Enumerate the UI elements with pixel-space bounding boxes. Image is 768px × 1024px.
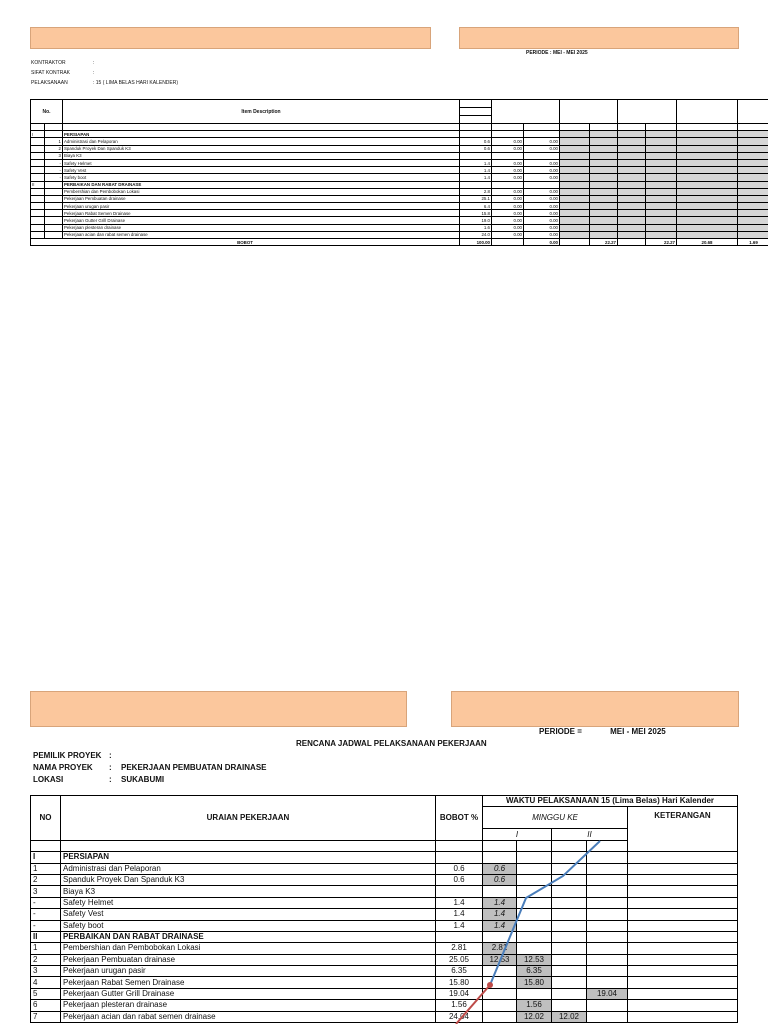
row-description: Pekerjaan plesteran drainase [63,224,460,231]
row-description: Safety Helmet [63,159,460,166]
row-bobot: 1.56 [436,1000,483,1011]
row-value: 0.00 [524,145,560,152]
row-bobot: 24.04 [436,1011,483,1022]
col-no-header: No. [31,100,63,124]
week-cell: 19.04 [587,988,628,999]
schedule-title: RENCANA JADWAL PELAKSANAAN PEKERJAAN [296,739,487,748]
row-no: 3 [31,966,61,977]
total-label: BOBOT [31,239,460,246]
row-description: Pekerjaan urugan pasir [63,203,460,210]
info-label: KONTRAKTOR [31,60,66,66]
total-bobot: 100.00 [460,239,492,246]
row-bobot: 0.6 [436,874,483,885]
row-bobot: 15.8 [460,210,492,217]
row-no: 3 [31,886,61,897]
info-sep: : [109,751,112,760]
row-value: 0.00 [524,203,560,210]
row-description: PERBAIKAN DAN RABAT DRAINASE [61,931,436,942]
row-no: - [31,909,61,920]
row-no: 2 [31,874,61,885]
info-value: PEKERJAAN PEMBUATAN DRAINASE [121,763,267,772]
row-description: Pekerjaan acian dan rabat semen drainase [63,231,460,238]
row-no: I [31,852,61,863]
row-bobot: 19.0 [460,217,492,224]
row-no: 2 [31,954,61,965]
total-value: 1.69 [738,239,768,246]
row-sub-no: - [45,167,63,174]
row-sub-no: - [45,174,63,181]
info-sep: : [109,763,112,772]
row-value: 0.00 [524,231,560,238]
row-bobot: 15.80 [436,977,483,988]
col-uraian-header: URAIAN PEKERJAAN [61,796,436,841]
row-value: 0.00 [492,174,524,181]
info-value: SUKABUMI [121,775,165,784]
row-bobot: 6.4 [460,203,492,210]
info-label: PELAKSANAAN [31,80,68,86]
row-bobot: 0.6 [436,863,483,874]
week-cell: 2.81 [483,943,517,954]
week-cell: 1.4 [483,920,517,931]
row-sub-no: 3 [45,152,63,159]
row-bobot: 25.05 [436,954,483,965]
row-description: Biaya K3 [63,152,460,159]
week-cell: 12.02 [517,1011,552,1022]
row-bobot: 25.1 [460,195,492,202]
week-cell: 6.35 [517,966,552,977]
week-cell: 12.53 [517,954,552,965]
row-description: PERSIAPAN [61,852,436,863]
row-bobot: 1.4 [460,174,492,181]
row-bobot: 2.8 [460,188,492,195]
row-no: I [31,131,45,138]
row-value: 0.00 [492,138,524,145]
total-value: 0.00 [524,239,560,246]
row-bobot: 0.6 [460,138,492,145]
row-bobot: 1.4 [436,897,483,908]
row-bobot: 1.4 [460,167,492,174]
info-value: : 15 ( LIMA BELAS HARI KALENDER) [93,80,179,86]
row-value: 0.00 [524,224,560,231]
row-description: Pekerjaan acian dan rabat semen drainase [61,1011,436,1022]
row-no: 4 [31,977,61,988]
row-no: II [31,931,61,942]
total-value: 20.68 [677,239,738,246]
row-value: 0.00 [492,224,524,231]
row-description: Safety Helmet [61,897,436,908]
row-no: 6 [31,1000,61,1011]
row-no: - [31,920,61,931]
row-bobot: 0.6 [460,145,492,152]
row-value: 0.00 [524,167,560,174]
total-value: 22.27 [590,239,618,246]
row-value: 0.00 [524,188,560,195]
row-value: 0.00 [492,217,524,224]
row-sub-no: 2 [45,145,63,152]
row-bobot: 1.4 [436,909,483,920]
col-no-header: NO [31,796,61,841]
col-minggu-header: MINGGU KE [483,807,628,829]
week-cell: 0.6 [483,874,517,885]
row-bobot: 1.6 [460,224,492,231]
row-value: 0.00 [524,174,560,181]
row-bobot: 1.4 [460,159,492,166]
row-no: 1 [31,863,61,874]
col-bobot-header: BOBOT % [436,796,483,841]
col-waktu-header: WAKTU PELAKSANAAN 15 (Lima Belas) Hari Kalender [483,796,738,807]
row-description: Pekerjaan Gutter Grill Drainase [61,988,436,999]
row-no: 1 [31,943,61,954]
week-cell: 12.02 [552,1011,587,1022]
row-description: Pekerjaan urugan pasir [61,966,436,977]
row-description: Safety boot [63,174,460,181]
row-description: Pekerjaan Pembuatan drainase [61,954,436,965]
week-cell: 1.4 [483,909,517,920]
row-value: 0.00 [492,195,524,202]
row-description: PERSIAPAN [63,131,460,138]
row-description: Pekerjaan Gutter Grill Drainase [63,217,460,224]
row-bobot: 6.35 [436,966,483,977]
row-value: 0.00 [524,217,560,224]
row-value: 0.00 [492,145,524,152]
week-1-header: I [483,829,552,840]
row-sub-no: 1 [45,138,63,145]
row-description: Safety Vest [61,909,436,920]
s-curve-marker [487,982,493,988]
col-item-header: Item Description [63,100,460,124]
info-sep: : [93,70,95,76]
row-description: Safety boot [61,920,436,931]
week-cell: 1.4 [483,897,517,908]
row-description: Biaya K3 [61,886,436,897]
row-value: 0.00 [492,159,524,166]
periode-value: MEI - MEI 2025 [610,727,666,736]
row-description: Spanduk Proyek Dan Spanduk K3 [63,145,460,152]
row-value: 0.00 [492,203,524,210]
row-value: 0.00 [524,159,560,166]
week-cell: 1.56 [517,1000,552,1011]
col-keterangan-header: KETERANGAN [628,807,738,852]
week-cell: 12.53 [483,954,517,965]
row-description: Pekerjaan Rabat Semen Drainase [63,210,460,217]
row-value: 0.00 [524,210,560,217]
row-description: Pembershian dan Pembobokan Lokasi [61,943,436,954]
row-description: Pekerjaan Pembuatan drainase [63,195,460,202]
row-value: 0.00 [492,188,524,195]
row-sub-no: - [45,159,63,166]
s-curve-red [456,985,490,1024]
row-no: 5 [31,988,61,999]
row-no: - [31,897,61,908]
row-description: Pekerjaan plesteran drainase [61,1000,436,1011]
info-sep: : [109,775,112,784]
s-curve-blue [490,841,600,985]
info-label: SIFAT KONTRAK [31,70,70,76]
row-bobot: 1.4 [436,920,483,931]
info-label: PEMILIK PROYEK [33,751,102,760]
row-bobot: 2.81 [436,943,483,954]
row-description: Pembershian dan Pembobokan Lokasi [63,188,460,195]
row-description: PERBAIKAN DAN RABAT DRAINASE [63,181,460,188]
info-label: LOKASI [33,775,64,784]
row-bobot: 19.04 [436,988,483,999]
info-label: NAMA PROYEK [33,763,93,772]
week-cell: 0.6 [483,863,517,874]
week-2-header: II [552,829,628,840]
row-description: Safety Vest [63,167,460,174]
periode-label: PERIODE = [539,727,582,736]
row-bobot: 24.0 [460,231,492,238]
row-no: II [31,181,45,188]
row-value: 0.00 [524,195,560,202]
row-description: Administrasi dan Pelaporan [61,863,436,874]
row-value: 0.00 [492,210,524,217]
top-periode: PERIODE : MEI - MEI 2025 [526,50,588,56]
row-value: 0.00 [492,231,524,238]
row-value: 0.00 [524,138,560,145]
week-cell: 15.80 [517,977,552,988]
row-description: Spanduk Proyek Dan Spanduk K3 [61,874,436,885]
row-description: Administrasi dan Pelaporan [63,138,460,145]
info-sep: : [93,60,95,66]
total-value: 22.27 [646,239,677,246]
row-description: Pekerjaan Rabat Semen Drainase [61,977,436,988]
row-no: 7 [31,1011,61,1022]
row-value: 0.00 [492,167,524,174]
